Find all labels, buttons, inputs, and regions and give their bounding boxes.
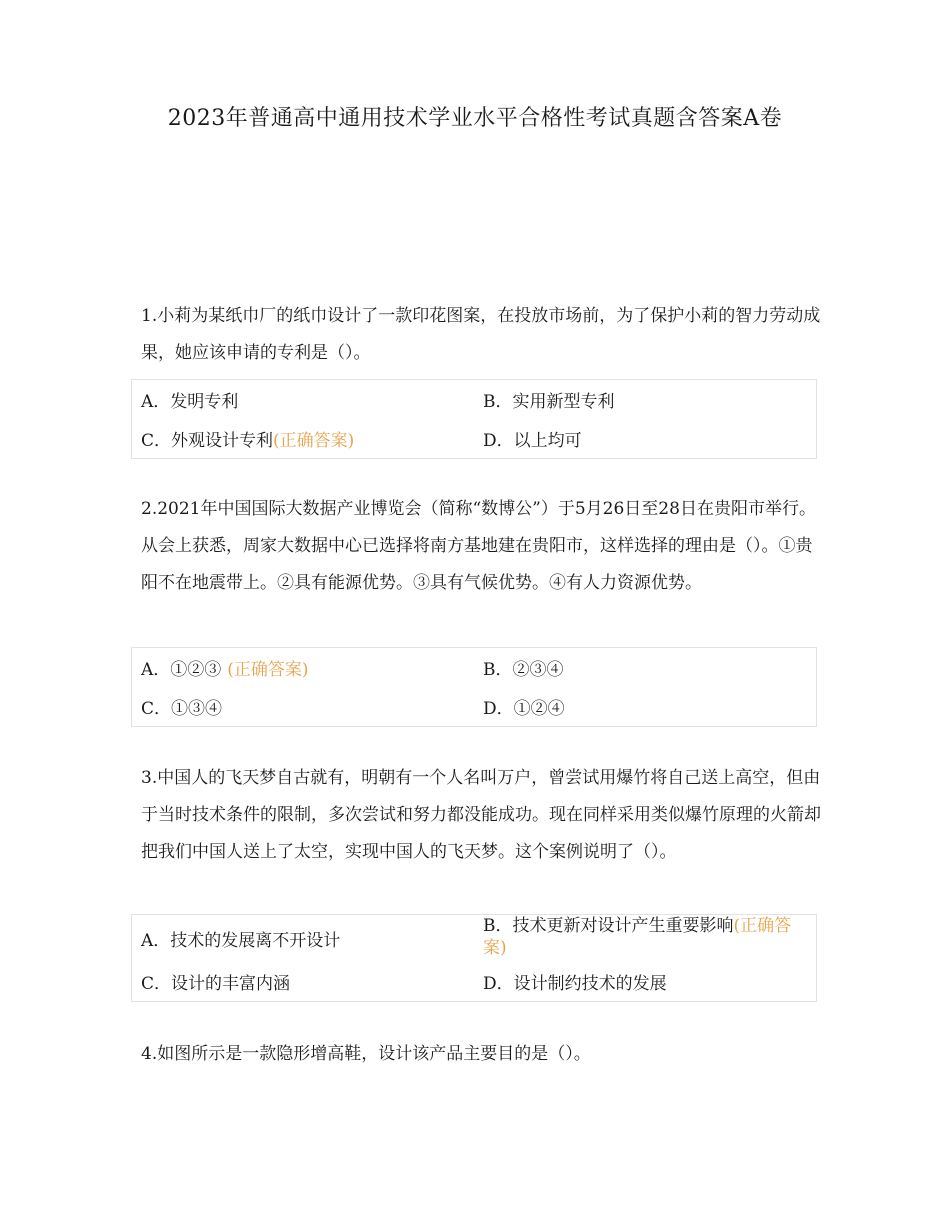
q2-option-d[interactable] [483, 687, 803, 726]
question-2-options [131, 647, 817, 727]
option-label: D．设计制约技术的发展 [483, 974, 667, 994]
option-label: A．①②③ [141, 660, 222, 680]
q1-option-d[interactable] [483, 419, 803, 458]
option-label: A．技术的发展离不开设计 [141, 931, 341, 951]
option-label: C．外观设计专利 [141, 431, 274, 451]
correct-answer-tag: (正确答案) [273, 431, 355, 451]
q1-option-c[interactable] [141, 419, 476, 458]
q3-option-d[interactable] [483, 962, 803, 1001]
question-4-stem: 4.如图所示是一款隐形增高鞋，设计该产品主要目的是（）。 [141, 1044, 591, 1064]
q3-option-c[interactable] [141, 962, 476, 1001]
option-label: D．以上均可 [483, 431, 582, 451]
q3-option-a[interactable] [141, 915, 476, 962]
option-label: D．①②④ [483, 699, 565, 719]
question-2-stem: 2.2021年中国国际大数据产业博览会（简称“数博公”）于5月26日至28日在贵阳市举行。从会上获悉，周家大数据中心已选择将南方基地建在贵阳市，这样选择的理由是（）。①贵阳不在地震带上。②具有能源优势。③具有气候优势。④有人力资源优势。 [141, 499, 816, 593]
option-label: A．发明专利 [141, 392, 239, 412]
option-label: C．设计的丰富内涵 [141, 974, 291, 994]
question-1-stem: 1.小莉为某纸巾厂的纸巾设计了一款印花图案，在投放市场前，为了保护小莉的智力劳动成果，她应该申请的专利是（）。 [141, 306, 821, 363]
q1-option-a[interactable] [141, 380, 476, 419]
option-label: C．①③④ [141, 699, 223, 719]
question-1-options [131, 379, 817, 459]
document-title: 2023年普通高中通用技术学业水平合格性考试真题含答案A卷 [167, 106, 783, 131]
correct-answer-tag: (正确答案) [483, 916, 792, 958]
question-3-options [131, 914, 817, 1002]
option-label: B．②③④ [483, 660, 564, 680]
q3-option-b[interactable] [483, 915, 803, 962]
q2-option-b[interactable] [483, 648, 803, 687]
q1-option-b[interactable] [483, 380, 803, 419]
option-label: B．技术更新对设计产生重要影响 [483, 916, 734, 936]
q2-option-a[interactable] [141, 648, 476, 687]
correct-answer-tag: (正确答案) [227, 660, 309, 680]
option-label: B．实用新型专利 [483, 392, 615, 412]
q2-option-c[interactable] [141, 687, 476, 726]
question-3-stem: 3.中国人的飞天梦自古就有，明朝有一个人名叫万户，曾尝试用爆竹将自己送上高空，但由于当时技术条件的限制，多次尝试和努力都没能成功。现在同样采用类似爆竹原理的火箭却把我们中国人送上了太空，实现中国人的飞天梦。这个案例说明了（）。 [141, 768, 821, 862]
